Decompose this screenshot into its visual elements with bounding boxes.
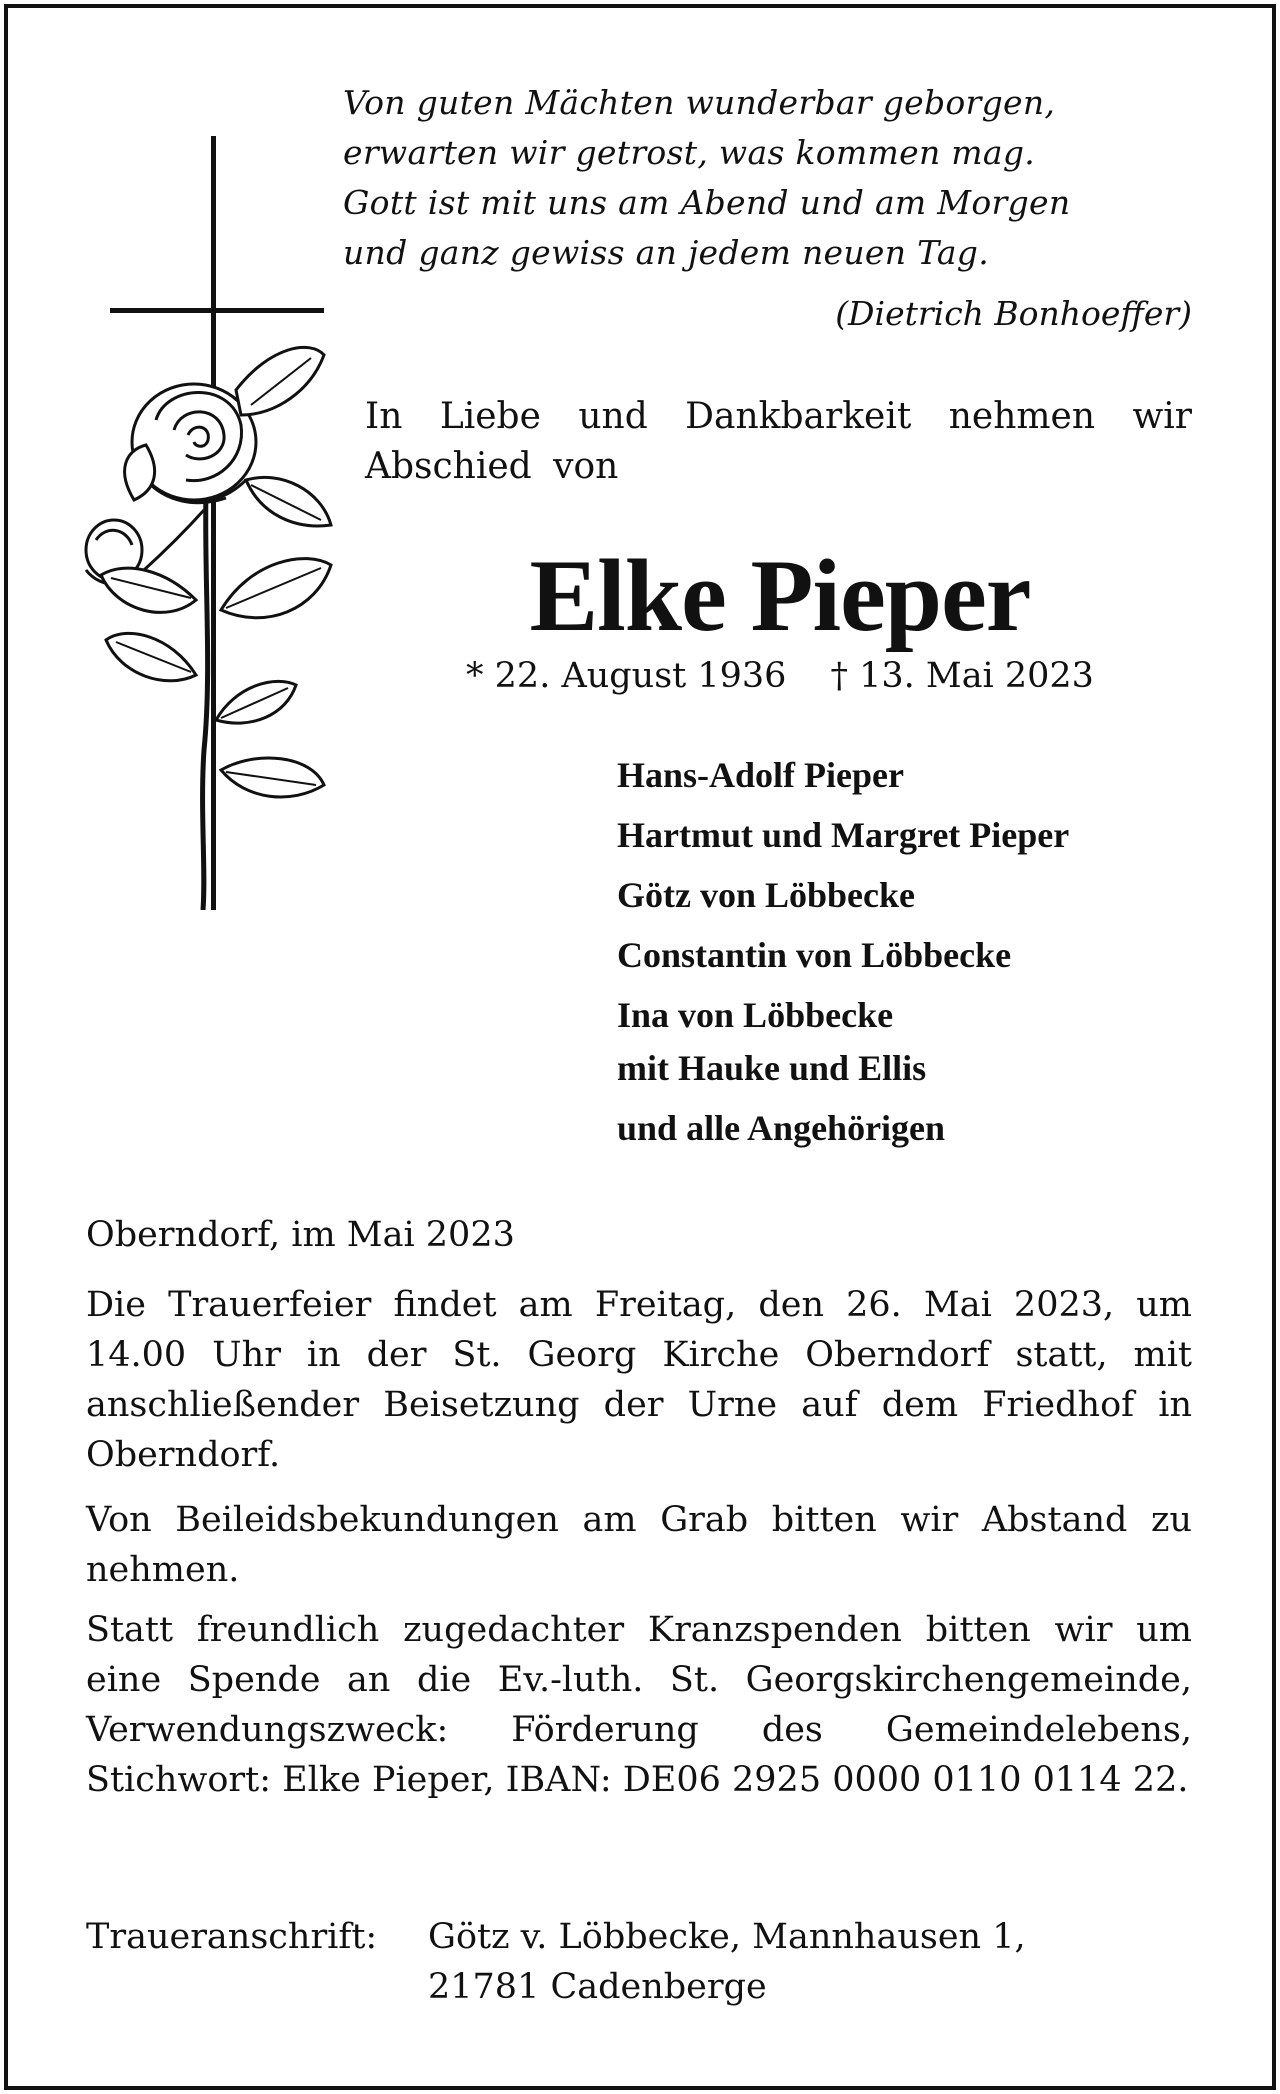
death-date: † 13. Mai 2023 xyxy=(830,656,1094,696)
mourner: Hartmut und Margret Pieper xyxy=(617,815,1070,855)
ceremony-paragraph: Die Trauerfeier findet am Freitag, den 26. Mai 2023, um 14.00 Uhr in der St. Georg Kirche Oberndorf statt, mit anschließender Beisetzung der Urne auf dem Friedhof in Oberndorf. xyxy=(86,1285,1192,1475)
mourner: mit Hauke und Ellis xyxy=(617,1048,927,1088)
life-dates xyxy=(380,652,1180,700)
cross-rose-illustration xyxy=(56,130,346,910)
verse-attribution: (Dietrich Bonhoeffer) xyxy=(835,294,1192,333)
mourner: Hans-Adolf Pieper xyxy=(617,755,904,795)
verse-line: und ganz gewiss an jedem neuen Tag. xyxy=(343,233,990,272)
address-line: 21781 Cadenberge xyxy=(428,1967,767,2007)
verse-line: erwarten wir getrost, was kommen mag. xyxy=(343,133,1036,172)
deceased-name: Elke Pieper xyxy=(529,539,1031,653)
birth-date: * 22. August 1936 xyxy=(466,656,787,696)
address-label: Traueranschrift: xyxy=(86,1917,378,1957)
address-line: Götz v. Löbbecke, Mannhausen 1, xyxy=(428,1917,1026,1957)
intro-text: In Liebe und Dankbarkeit nehmen wir Abschied von xyxy=(365,396,1192,487)
mourning-address xyxy=(86,1912,1192,2007)
mourner: Ina von Löbbecke xyxy=(617,995,894,1035)
mourner: Constantin von Löbbecke xyxy=(617,935,1012,975)
verse-line: Von guten Mächten wunderbar geborgen, xyxy=(343,83,1056,122)
condolence-paragraph: Von Beileidsbekundungen am Grab bitten wir Abstand zu nehmen. xyxy=(86,1500,1192,1590)
donation-paragraph: Statt freundlich zugedachter Kranzspenden bitten wir um eine Spende an die Ev.-luth. St. Georgskirchengemeinde, Verwendungszweck: Förderung des Gemeindelebens, Stichwort: Elke Pieper, IBAN: DE06 2925 0000 0110 0114 22. xyxy=(86,1610,1192,1800)
place-date: Oberndorf, im Mai 2023 xyxy=(86,1215,515,1255)
verse xyxy=(343,78,1193,278)
mourner: Götz von Löbbecke xyxy=(617,875,916,915)
verse-line: Gott ist mit uns am Abend und am Morgen xyxy=(343,183,1071,222)
mourner: und alle Angehörigen xyxy=(617,1108,946,1148)
rose-icon xyxy=(86,347,331,910)
